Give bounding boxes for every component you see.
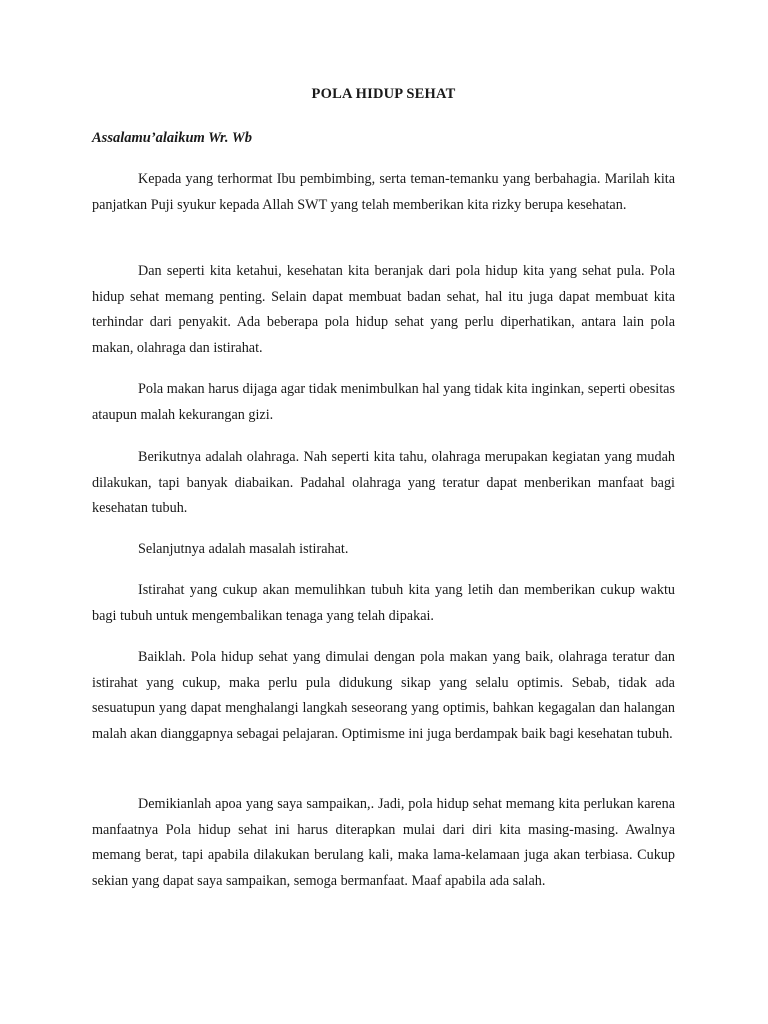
paragraph-importance: Dan seperti kita ketahui, kesehatan kita beranjak dari pola hidup kita yang sehat pula. Pola hidup sehat memang penting. Selain dapat membuat badan sehat, hal itu juga dapat membuat kita terhindar dari penyakit. Ada beberapa pola hidup sehat yang perlu diperhatikan, antara lain pola makan, olahraga dan istirahat.: [92, 263, 675, 356]
document-title: POLA HIDUP SEHAT: [311, 86, 456, 102]
paragraph-rest: Istirahat yang cukup akan memulihkan tubuh kita yang letih dan memberikan cukup waktu bagi tubuh untuk mengembalikan tenaga yang telah dipakai.: [92, 582, 675, 624]
greeting-text: Assalamu’alaikum Wr. Wb: [92, 130, 252, 146]
paragraph-rest-intro: Selanjutnya adalah masalah istirahat.: [138, 541, 349, 557]
paragraph-optimism: Baiklah. Pola hidup sehat yang dimulai dengan pola makan yang baik, olahraga teratur dan istirahat yang cukup, maka perlu pula didukung sikap yang selalu optimis. Sebab, tidak ada sesuatupun yang dapat menghalangi langkah seseorang yang optimis, bahkan kegagalan dan halangan malah akan dianggapnya sebagai pelajaran. Optimisme ini juga berdampak baik bagi kesehatan tubuh.: [92, 649, 675, 742]
paragraph-diet: Pola makan harus dijaga agar tidak menimbulkan hal yang tidak kita inginkan, seperti obesitas ataupun malah kekurangan gizi.: [92, 381, 675, 423]
paragraph-exercise: Berikutnya adalah olahraga. Nah seperti kita tahu, olahraga merupakan kegiatan yang mudah dilakukan, tapi banyak diabaikan. Padahal olahraga yang teratur dapat menberikan manfaat bagi kesehatan tubuh.: [92, 449, 675, 516]
paragraph-opening: Kepada yang terhormat Ibu pembimbing, serta teman-temanku yang berbahagia. Marilah kita panjatkan Puji syukur kepada Allah SWT yang telah memberikan kita rizky berupa kesehatan.: [92, 171, 675, 213]
paragraph-closing: Demikianlah apoa yang saya sampaikan,. Jadi, pola hidup sehat memang kita perlukan karena manfaatnya Pola hidup sehat ini harus diterapkan mulai dari diri kita masing-masing. Awalnya memang berat, tapi apabila dilakukan berulang kali, maka lama-kelamaan juga akan terbiasa. Cukup sekian yang dapat saya sampaikan, semoga bermanfaat. Maaf apabila ada salah.: [92, 796, 675, 889]
